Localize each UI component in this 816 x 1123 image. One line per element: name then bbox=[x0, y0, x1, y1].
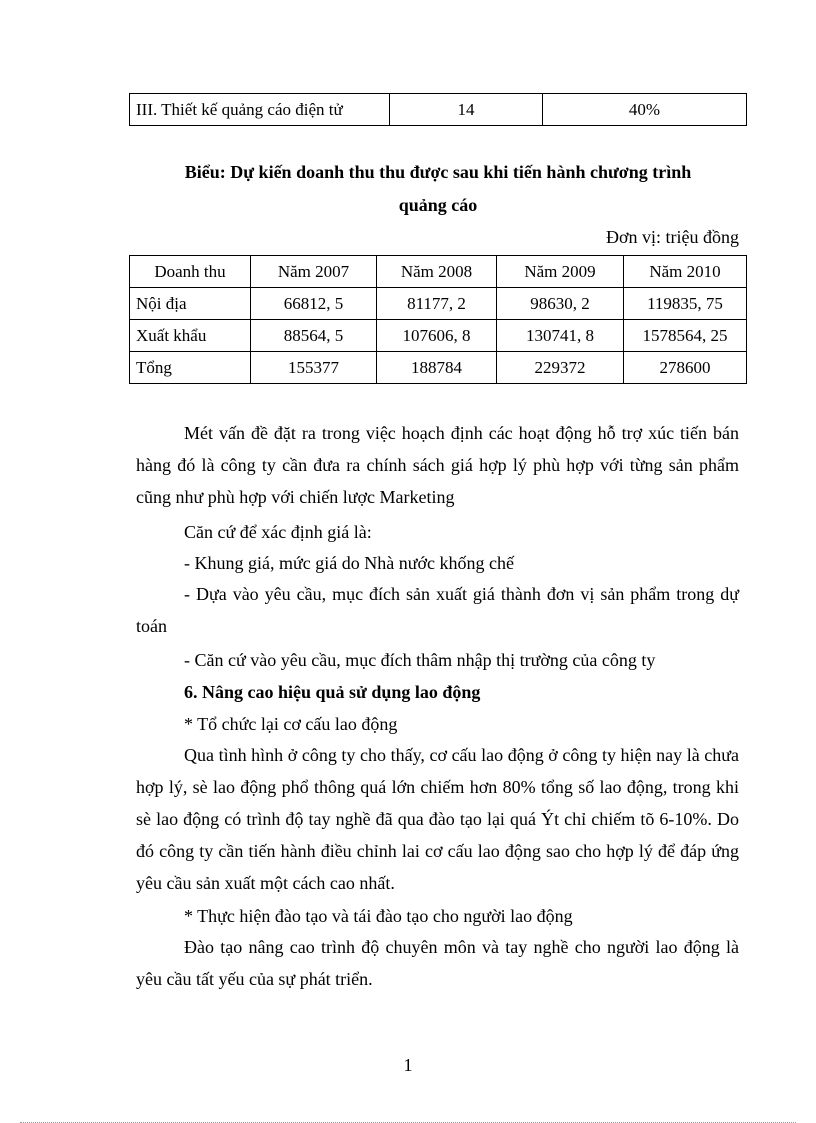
paragraph: Qua tình hình ở công ty cho thấy, cơ cấu lao động ở công ty hiện nay là chưa hợp lý, sè lao động phổ thông quá lớn chiếm hơn 80% tổng số lao động, trong khi sè lao động có trình độ tay nghề đã qua đào tạo lại quá Ýt chỉ chiếm tõ 6-10%. Do đó công ty cần tiến hành điều chỉnh lai cơ cấu lao động sao cho hợp lý để đáp ứng yêu cầu sản xuất một cách cao nhất. bbox=[136, 745, 739, 893]
sub-heading: * Thực hiện đào tạo và tái đào tạo cho người lao động bbox=[184, 906, 573, 926]
chart-title-continued: quảng cáo bbox=[398, 195, 478, 215]
table-cell: 119835, 75 bbox=[624, 288, 747, 320]
table-row bbox=[130, 94, 747, 126]
revenue-table bbox=[129, 255, 747, 384]
table-row bbox=[130, 320, 747, 352]
table-cell: 66812, 5 bbox=[251, 288, 377, 320]
list-item: - Khung giá, mức giá do Nhà nước khống chế bbox=[184, 553, 514, 573]
table-cell: 81177, 2 bbox=[377, 288, 497, 320]
table-row bbox=[130, 352, 747, 384]
table-cell: 14 bbox=[390, 94, 543, 126]
list-item: - Căn cứ vào yêu cầu, mục đích thâm nhập thị trường của công ty bbox=[184, 650, 656, 670]
table-cell: 1578564, 25 bbox=[624, 320, 747, 352]
table-cell: 155377 bbox=[251, 352, 377, 384]
table-cell: 130741, 8 bbox=[497, 320, 624, 352]
paragraph: Căn cứ để xác định giá là: bbox=[184, 522, 372, 542]
table-cell: 88564, 5 bbox=[251, 320, 377, 352]
table-cell: 107606, 8 bbox=[377, 320, 497, 352]
table-cell: Nội địa bbox=[130, 288, 251, 320]
table-cell: III. Thiết kế quảng cáo điện tử bbox=[130, 94, 390, 126]
table-cell: Tổng bbox=[130, 352, 251, 384]
header-cell: Năm 2009 bbox=[497, 256, 624, 288]
table-cell: Xuất khẩu bbox=[130, 320, 251, 352]
paragraph: Mét vấn đề đặt ra trong việc hoạch định các hoạt động hỗ trợ xúc tiến bán hàng đó là công ty cần đưa ra chính sách giá hợp lý phù hợp với từng sản phẩm cũng như phù hợp với chiến lược Marketing bbox=[136, 423, 739, 507]
sub-heading: * Tổ chức lại cơ cấu lao động bbox=[184, 714, 398, 734]
table-row bbox=[130, 288, 747, 320]
header-cell: Năm 2007 bbox=[251, 256, 377, 288]
table-cell: 98630, 2 bbox=[497, 288, 624, 320]
table-cell: 40% bbox=[543, 94, 747, 126]
table-cell: 188784 bbox=[377, 352, 497, 384]
list-item: - Dựa vào yêu cầu, mục đích sản xuất giá thành đơn vị sản phẩm trong dự toán bbox=[136, 584, 739, 636]
chart-title: Biểu: Dự kiến doanh thu thu được sau khi tiến hành chương trình bbox=[184, 162, 692, 182]
header-cell: Doanh thu bbox=[130, 256, 251, 288]
section-heading: 6. Nâng cao hiệu quả sử dụng lao động bbox=[184, 682, 481, 702]
top-table bbox=[129, 93, 747, 126]
page-number: 1 bbox=[403, 1055, 413, 1075]
table-cell: 278600 bbox=[624, 352, 747, 384]
table-header-row bbox=[130, 256, 747, 288]
header-cell: Năm 2010 bbox=[624, 256, 747, 288]
table-cell: 229372 bbox=[497, 352, 624, 384]
header-cell: Năm 2008 bbox=[377, 256, 497, 288]
paragraph: Đào tạo nâng cao trình độ chuyên môn và tay nghề cho người lao động là yêu cầu tất yếu của sự phát triển. bbox=[136, 937, 739, 989]
unit-label: Đơn vị: triệu đồng bbox=[605, 227, 739, 247]
